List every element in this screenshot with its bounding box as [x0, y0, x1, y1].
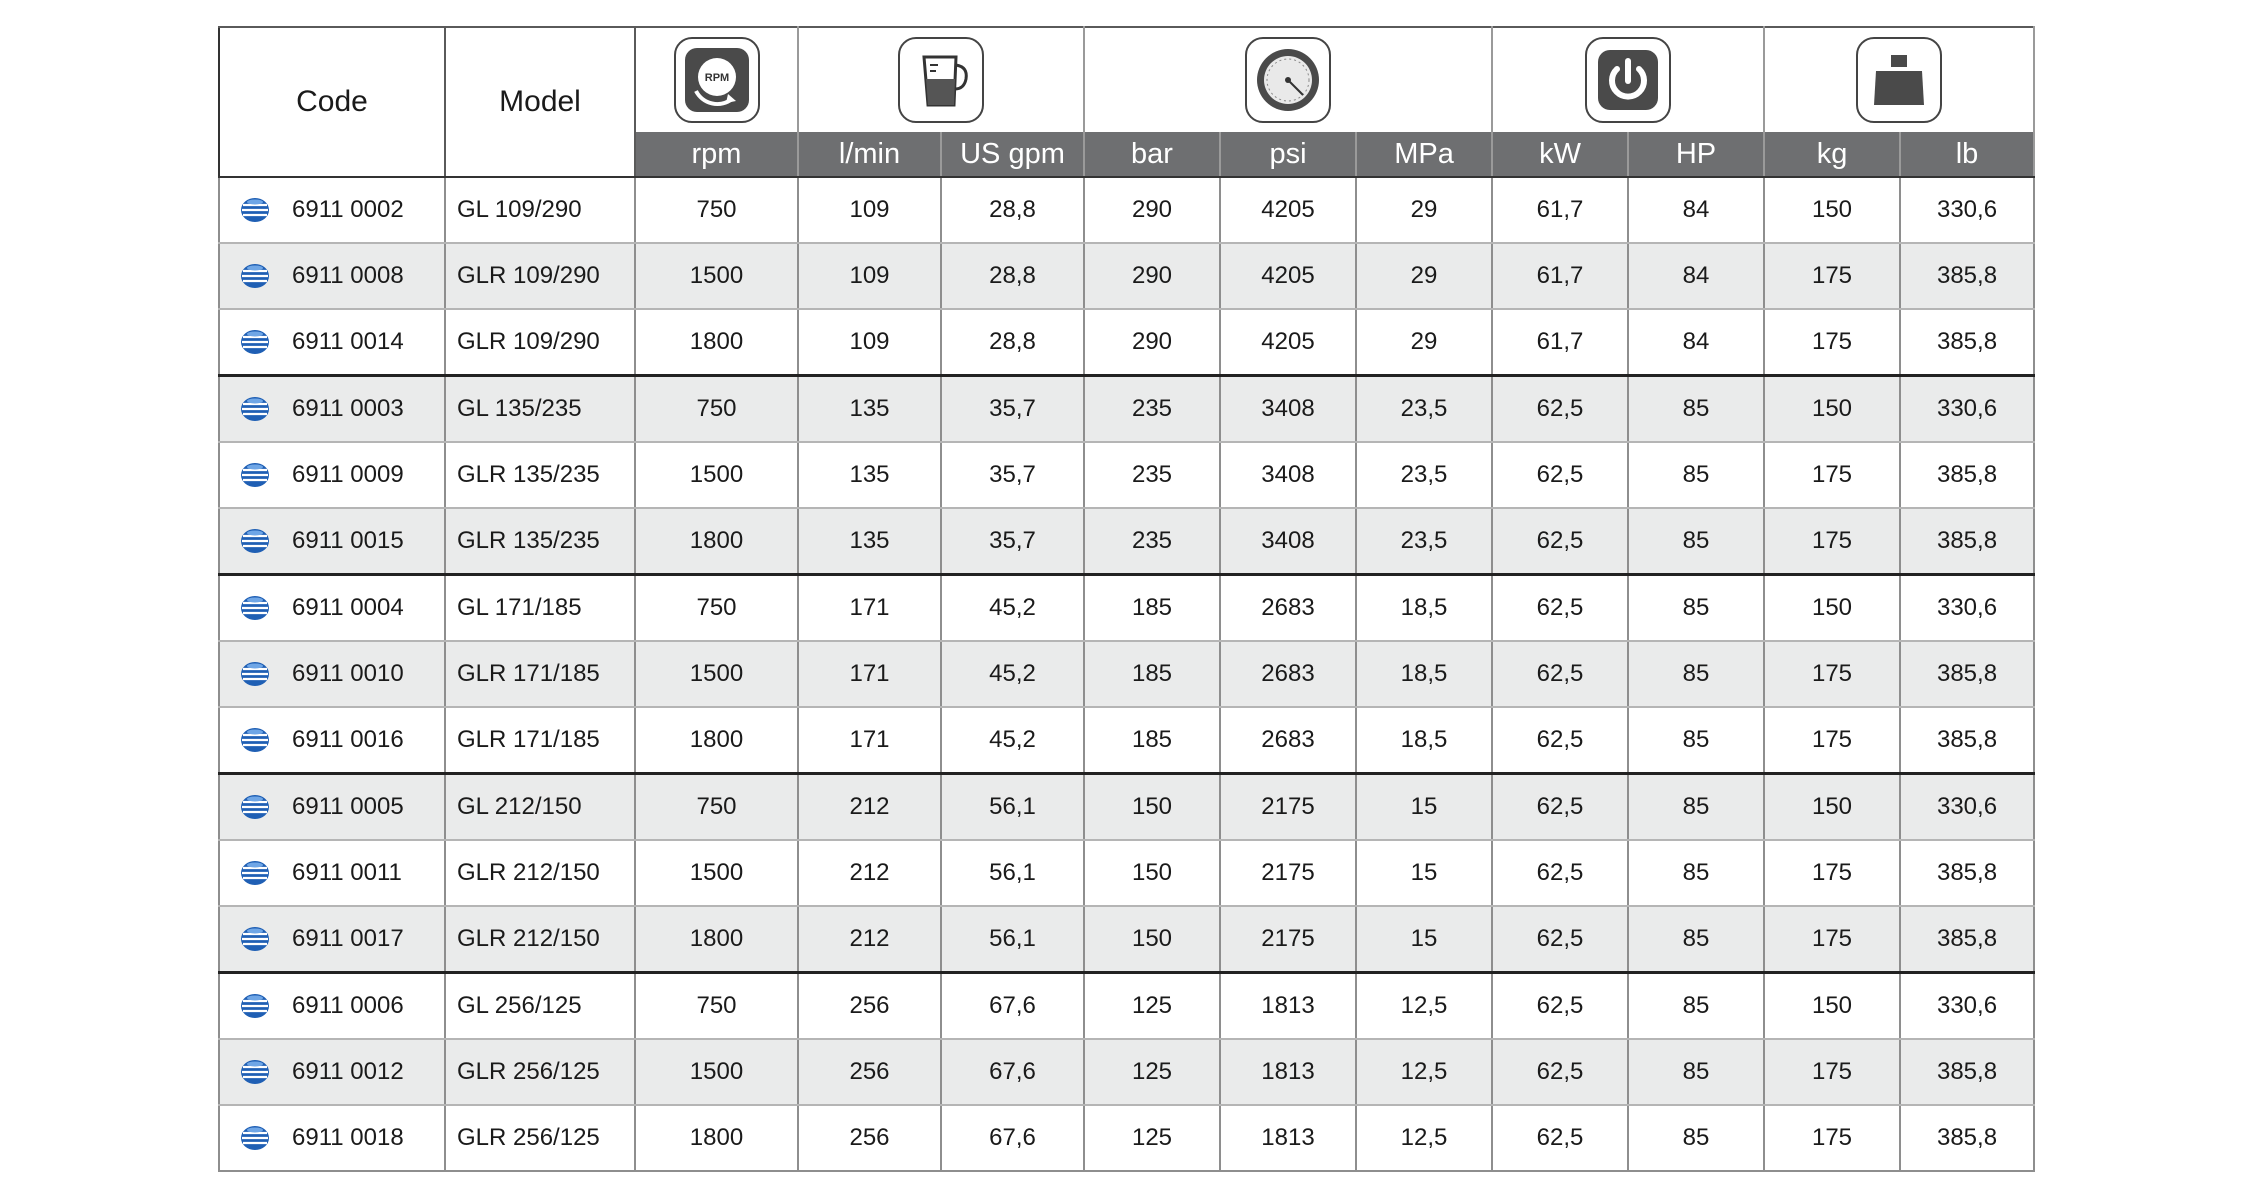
hp-cell: 85: [1628, 1105, 1764, 1171]
lmin-cell: 212: [798, 774, 941, 841]
bar-cell: 185: [1084, 707, 1220, 774]
bar-cell: 235: [1084, 508, 1220, 575]
pump-series-icon: [240, 1059, 270, 1085]
rpm-cell: 750: [635, 575, 798, 642]
code-text: 6911 0010: [292, 660, 404, 687]
kg-cell: 175: [1764, 1105, 1900, 1171]
bar-cell: 150: [1084, 840, 1220, 906]
rpm-icon-label: RPM: [704, 72, 729, 85]
pump-series-icon: [240, 993, 270, 1019]
mpa-cell: 15: [1356, 840, 1492, 906]
kg-cell: 175: [1764, 906, 1900, 973]
code-text: 6911 0004: [292, 594, 404, 621]
table-row: [219, 840, 2034, 906]
rpm-cell: 750: [635, 376, 798, 443]
hp-cell: 85: [1628, 840, 1764, 906]
pump-series-icon: [240, 727, 270, 753]
code-cell: [219, 309, 445, 376]
hp-cell: 85: [1628, 575, 1764, 642]
bar-cell: 150: [1084, 906, 1220, 973]
lmin-cell: 109: [798, 309, 941, 376]
gpm-cell: 45,2: [941, 641, 1084, 707]
kw-cell: 62,5: [1492, 575, 1628, 642]
code-cell: [219, 376, 445, 443]
bar-cell: 185: [1084, 575, 1220, 642]
bar-cell: 290: [1084, 243, 1220, 309]
unit-header: bar: [1084, 132, 1220, 177]
kg-cell: 150: [1764, 575, 1900, 642]
psi-cell: 4205: [1220, 243, 1356, 309]
rpm-cell: 1800: [635, 508, 798, 575]
bar-cell: 235: [1084, 442, 1220, 508]
model-cell: GLR 212/150: [445, 906, 635, 973]
unit-header: HP: [1628, 132, 1764, 177]
code-text: 6911 0012: [292, 1058, 404, 1085]
hp-cell: 85: [1628, 641, 1764, 707]
pump-series-icon: [240, 462, 270, 488]
hp-cell: 85: [1628, 707, 1764, 774]
unit-header: l/min: [798, 132, 941, 177]
table-header: [219, 27, 2034, 177]
mpa-cell: 18,5: [1356, 641, 1492, 707]
rpm-cell: 1500: [635, 442, 798, 508]
header-model: Model: [445, 27, 635, 177]
gpm-cell: 35,7: [941, 376, 1084, 443]
kg-cell: 150: [1764, 774, 1900, 841]
lb-cell: 330,6: [1900, 376, 2034, 443]
mpa-cell: 18,5: [1356, 707, 1492, 774]
gpm-cell: 67,6: [941, 1039, 1084, 1105]
psi-cell: 2683: [1220, 575, 1356, 642]
model-cell: GL 171/185: [445, 575, 635, 642]
code-text: 6911 0006: [292, 992, 404, 1019]
kg-cell: 150: [1764, 177, 1900, 243]
kw-cell: 62,5: [1492, 376, 1628, 443]
psi-cell: 1813: [1220, 1039, 1356, 1105]
lb-cell: 330,6: [1900, 575, 2034, 642]
pump-series-icon: [240, 1125, 270, 1151]
psi-cell: 2175: [1220, 906, 1356, 973]
table-body: [219, 177, 2034, 1171]
table-row: [219, 177, 2034, 243]
code-cell: [219, 177, 445, 243]
model-cell: GLR 109/290: [445, 243, 635, 309]
rpm-cell: 750: [635, 177, 798, 243]
kw-cell: 62,5: [1492, 840, 1628, 906]
kg-cell: 175: [1764, 243, 1900, 309]
code-text: 6911 0002: [292, 196, 404, 223]
lmin-cell: 135: [798, 376, 941, 443]
lmin-cell: 256: [798, 1105, 941, 1171]
rpm-cell: 1500: [635, 840, 798, 906]
pump-series-icon: [240, 528, 270, 554]
mpa-cell: 12,5: [1356, 1039, 1492, 1105]
pump-spec-table-container: [218, 26, 2033, 1172]
mpa-cell: 23,5: [1356, 508, 1492, 575]
bar-cell: 125: [1084, 1039, 1220, 1105]
lmin-cell: 212: [798, 840, 941, 906]
lb-cell: 385,8: [1900, 707, 2034, 774]
table-row: [219, 906, 2034, 973]
rpm-cell: 1800: [635, 1105, 798, 1171]
bar-cell: 150: [1084, 774, 1220, 841]
psi-cell: 3408: [1220, 442, 1356, 508]
psi-cell: 4205: [1220, 309, 1356, 376]
mpa-cell: 29: [1356, 243, 1492, 309]
code-cell: [219, 707, 445, 774]
pump-series-icon: [240, 396, 270, 422]
rpm-cell: 1500: [635, 641, 798, 707]
unit-header: psi: [1220, 132, 1356, 177]
lb-cell: 385,8: [1900, 243, 2034, 309]
model-cell: GLR 256/125: [445, 1105, 635, 1171]
model-cell: GLR 212/150: [445, 840, 635, 906]
table-row: [219, 1105, 2034, 1171]
model-cell: GL 135/235: [445, 376, 635, 443]
code-text: 6911 0018: [292, 1124, 404, 1151]
hp-cell: 84: [1628, 243, 1764, 309]
gpm-cell: 56,1: [941, 840, 1084, 906]
gpm-cell: 35,7: [941, 508, 1084, 575]
rpm-cell: 1500: [635, 243, 798, 309]
lmin-cell: 212: [798, 906, 941, 973]
psi-cell: 2175: [1220, 774, 1356, 841]
code-cell: [219, 906, 445, 973]
lb-cell: 385,8: [1900, 906, 2034, 973]
mpa-cell: 15: [1356, 906, 1492, 973]
bar-cell: 290: [1084, 177, 1220, 243]
hp-cell: 85: [1628, 906, 1764, 973]
psi-cell: 2683: [1220, 707, 1356, 774]
kg-cell: 175: [1764, 840, 1900, 906]
code-text: 6911 0017: [292, 925, 404, 952]
mpa-cell: 23,5: [1356, 442, 1492, 508]
psi-cell: 4205: [1220, 177, 1356, 243]
code-text: 6911 0015: [292, 527, 404, 554]
code-cell: [219, 575, 445, 642]
rpm-cell: 1800: [635, 309, 798, 376]
table-row: [219, 707, 2034, 774]
kw-cell: 62,5: [1492, 1039, 1628, 1105]
pump-series-icon: [240, 860, 270, 886]
code-cell: [219, 641, 445, 707]
lb-cell: 385,8: [1900, 1105, 2034, 1171]
code-cell: [219, 508, 445, 575]
kw-cell: 62,5: [1492, 707, 1628, 774]
header-power-icon-cell: [1492, 27, 1764, 132]
gpm-cell: 45,2: [941, 575, 1084, 642]
model-cell: GLR 171/185: [445, 707, 635, 774]
kw-cell: 62,5: [1492, 641, 1628, 707]
hp-cell: 85: [1628, 376, 1764, 443]
kg-cell: 175: [1764, 707, 1900, 774]
pump-series-icon: [240, 197, 270, 223]
hp-cell: 85: [1628, 1039, 1764, 1105]
kw-cell: 61,7: [1492, 243, 1628, 309]
lb-cell: 330,6: [1900, 973, 2034, 1040]
model-cell: GL 212/150: [445, 774, 635, 841]
lb-cell: 385,8: [1900, 442, 2034, 508]
lb-cell: 385,8: [1900, 840, 2034, 906]
rpm-cell: 1500: [635, 1039, 798, 1105]
code-text: 6911 0009: [292, 461, 404, 488]
unit-header: MPa: [1356, 132, 1492, 177]
hp-cell: 85: [1628, 973, 1764, 1040]
model-cell: GLR 109/290: [445, 309, 635, 376]
header-weight-icon-cell: [1764, 27, 2034, 132]
code-text: 6911 0011: [292, 859, 402, 886]
kw-cell: 62,5: [1492, 973, 1628, 1040]
kg-cell: 175: [1764, 442, 1900, 508]
table-row: [219, 1039, 2034, 1105]
table-row: [219, 243, 2034, 309]
mpa-cell: 18,5: [1356, 575, 1492, 642]
table-row: [219, 575, 2034, 642]
kw-cell: 61,7: [1492, 309, 1628, 376]
kg-cell: 175: [1764, 508, 1900, 575]
lmin-cell: 171: [798, 641, 941, 707]
unit-header: kg: [1764, 132, 1900, 177]
code-cell: [219, 840, 445, 906]
code-cell: [219, 442, 445, 508]
model-cell: GL 109/290: [445, 177, 635, 243]
hp-cell: 85: [1628, 442, 1764, 508]
header-rpm-icon-cell: [635, 27, 798, 132]
lmin-cell: 171: [798, 575, 941, 642]
code-cell: [219, 243, 445, 309]
table-row: [219, 973, 2034, 1040]
model-cell: GLR 256/125: [445, 1039, 635, 1105]
table-row: [219, 508, 2034, 575]
kg-cell: 150: [1764, 973, 1900, 1040]
lmin-cell: 109: [798, 177, 941, 243]
psi-cell: 3408: [1220, 376, 1356, 443]
kw-cell: 62,5: [1492, 508, 1628, 575]
mpa-cell: 29: [1356, 177, 1492, 243]
unit-header: US gpm: [941, 132, 1084, 177]
hp-cell: 85: [1628, 508, 1764, 575]
mpa-cell: 29: [1356, 309, 1492, 376]
kg-cell: 175: [1764, 1039, 1900, 1105]
psi-cell: 2683: [1220, 641, 1356, 707]
kw-cell: 62,5: [1492, 442, 1628, 508]
code-text: 6911 0014: [292, 328, 404, 355]
kw-cell: 61,7: [1492, 177, 1628, 243]
pump-series-icon: [240, 329, 270, 355]
mpa-cell: 23,5: [1356, 376, 1492, 443]
rpm-cell: 750: [635, 774, 798, 841]
bar-cell: 185: [1084, 641, 1220, 707]
mpa-cell: 15: [1356, 774, 1492, 841]
bar-cell: 125: [1084, 1105, 1220, 1171]
gpm-cell: 45,2: [941, 707, 1084, 774]
hp-cell: 84: [1628, 309, 1764, 376]
table-row: [219, 309, 2034, 376]
kg-cell: 175: [1764, 309, 1900, 376]
mpa-cell: 12,5: [1356, 973, 1492, 1040]
pressure-gauge-icon: [1245, 37, 1331, 123]
bar-cell: 125: [1084, 973, 1220, 1040]
table-row: [219, 641, 2034, 707]
model-cell: GLR 135/235: [445, 508, 635, 575]
pump-series-icon: [240, 926, 270, 952]
gpm-cell: 35,7: [941, 442, 1084, 508]
rpm-cell: 750: [635, 973, 798, 1040]
bar-cell: 235: [1084, 376, 1220, 443]
code-text: 6911 0016: [292, 726, 404, 753]
lb-cell: 385,8: [1900, 309, 2034, 376]
power-icon: [1585, 37, 1671, 123]
gpm-cell: 67,6: [941, 973, 1084, 1040]
code-text: 6911 0003: [292, 395, 404, 422]
psi-cell: 3408: [1220, 508, 1356, 575]
lb-cell: 385,8: [1900, 508, 2034, 575]
rpm-cell: 1800: [635, 707, 798, 774]
kw-cell: 62,5: [1492, 906, 1628, 973]
pump-series-icon: [240, 595, 270, 621]
kw-cell: 62,5: [1492, 1105, 1628, 1171]
code-text: 6911 0008: [292, 262, 404, 289]
psi-cell: 1813: [1220, 1105, 1356, 1171]
pump-series-icon: [240, 661, 270, 687]
table-row: [219, 376, 2034, 443]
model-cell: GLR 171/185: [445, 641, 635, 707]
hp-cell: 85: [1628, 774, 1764, 841]
mpa-cell: 12,5: [1356, 1105, 1492, 1171]
lmin-cell: 171: [798, 707, 941, 774]
hp-cell: 84: [1628, 177, 1764, 243]
model-cell: GLR 135/235: [445, 442, 635, 508]
gpm-cell: 28,8: [941, 177, 1084, 243]
gpm-cell: 56,1: [941, 906, 1084, 973]
model-cell: GL 256/125: [445, 973, 635, 1040]
flow-jug-icon: [898, 37, 984, 123]
code-cell: [219, 1105, 445, 1171]
lmin-cell: 109: [798, 243, 941, 309]
gpm-cell: 67,6: [941, 1105, 1084, 1171]
unit-header: lb: [1900, 132, 2034, 177]
rpm-icon: [674, 37, 760, 123]
unit-header: rpm: [635, 132, 798, 177]
pump-spec-table: [218, 26, 2035, 1172]
code-cell: [219, 1039, 445, 1105]
weight-icon: [1856, 37, 1942, 123]
psi-cell: 2175: [1220, 840, 1356, 906]
lb-cell: 385,8: [1900, 641, 2034, 707]
gpm-cell: 56,1: [941, 774, 1084, 841]
lmin-cell: 135: [798, 442, 941, 508]
table-row: [219, 774, 2034, 841]
gpm-cell: 28,8: [941, 309, 1084, 376]
lb-cell: 330,6: [1900, 177, 2034, 243]
kg-cell: 175: [1764, 641, 1900, 707]
pump-series-icon: [240, 263, 270, 289]
pump-series-icon: [240, 794, 270, 820]
lmin-cell: 256: [798, 973, 941, 1040]
header-code: Code: [219, 27, 445, 177]
rpm-cell: 1800: [635, 906, 798, 973]
code-text: 6911 0005: [292, 793, 404, 820]
bar-cell: 290: [1084, 309, 1220, 376]
lmin-cell: 256: [798, 1039, 941, 1105]
lmin-cell: 135: [798, 508, 941, 575]
kw-cell: 62,5: [1492, 774, 1628, 841]
unit-header: kW: [1492, 132, 1628, 177]
lb-cell: 385,8: [1900, 1039, 2034, 1105]
table-row: [219, 442, 2034, 508]
header-pressure-icon-cell: [1084, 27, 1492, 132]
code-cell: [219, 973, 445, 1040]
psi-cell: 1813: [1220, 973, 1356, 1040]
gpm-cell: 28,8: [941, 243, 1084, 309]
lb-cell: 330,6: [1900, 774, 2034, 841]
code-cell: [219, 774, 445, 841]
header-flow-icon-cell: [798, 27, 1084, 132]
kg-cell: 150: [1764, 376, 1900, 443]
